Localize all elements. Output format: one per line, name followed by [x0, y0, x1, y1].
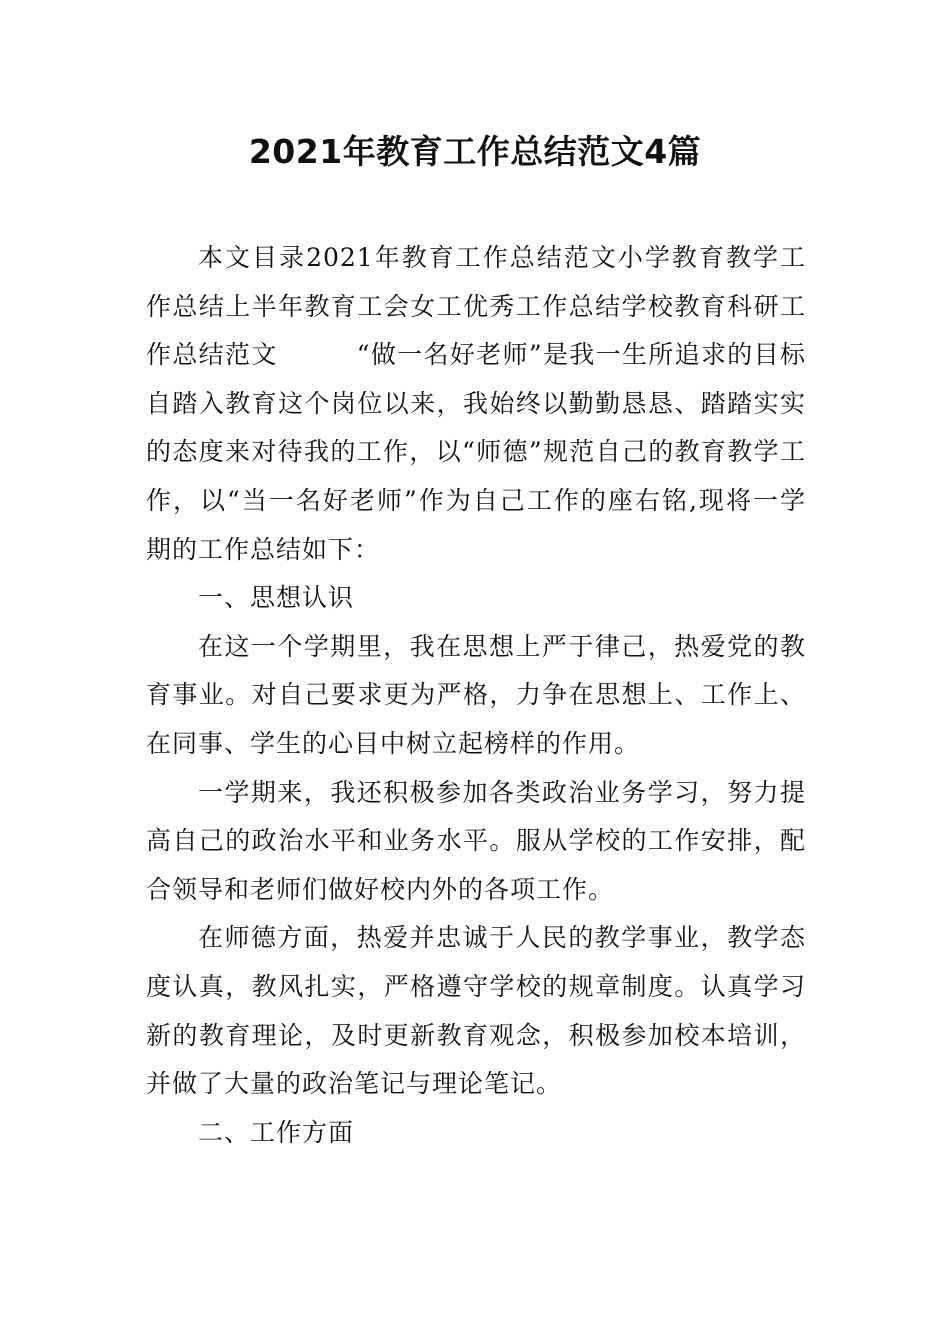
paragraph-intro: 本文目录2021年教育工作总结范文小学教育教学工作总结上半年教育工会女工优秀工作总结学校教育科研工作总结范文 “做一名好老师”是我一生所追求的目标自踏入教育这个岗位以来，我始终以勤勤恳恳、踏踏实实的态度来对待我的工作，以“师德”规范自己的教育教学工作，以“当一名好老师”作为自己工作的座右铭,现将一学期的工作总结如下： [146, 243, 806, 564]
section-heading-ideology: 一、思想认识 [198, 583, 355, 613]
document-body [146, 234, 806, 1157]
paragraph-ideology-1: 在这一个学期里，我在思想上严于律己，热爱党的教育事业。对自己要求更为严格，力争在思想上、工作上、在同事、学生的心目中树立起榜样的作用。 [146, 631, 806, 758]
paragraph-ideology-2: 一学期来，我还积极参加各类政治业务学习，努力提高自己的政治水平和业务水平。服从学校的工作安排，配合领导和老师们做好校内外的各项工作。 [146, 777, 806, 904]
section-heading-work: 二、工作方面 [198, 1117, 355, 1147]
paragraph-ideology-3: 在师德方面，热爱并忠诚于人民的教学事业，教学态度认真，教风扎实，严格遵守学校的规章制度。认真学习新的教育理论，及时更新教育观念，积极参加校本培训，并做了大量的政治笔记与理论笔记。 [146, 923, 806, 1099]
document-title: 2021年教育工作总结范文4篇 [248, 132, 702, 171]
